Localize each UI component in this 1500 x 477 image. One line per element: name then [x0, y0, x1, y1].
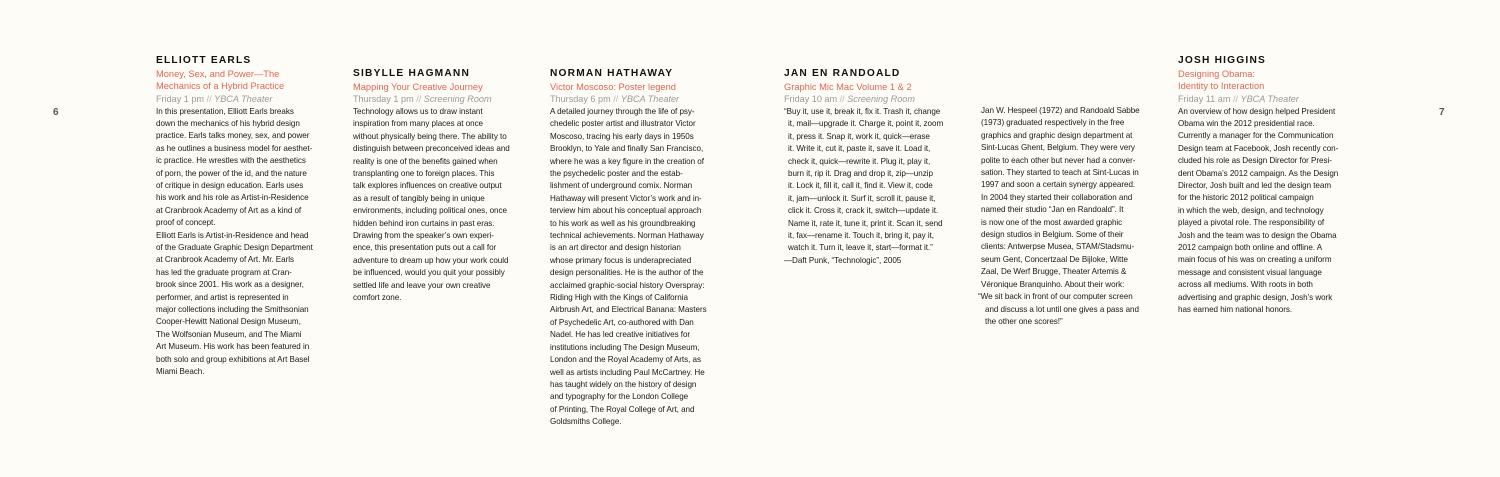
text-line: clients: Antwerpse Musea, STAM/Stadsmu-	[981, 242, 1135, 252]
session-description	[353, 106, 519, 305]
text-line: played a pivotal role. The responsibility of	[1178, 218, 1325, 228]
text-line: environments, including political ones, once	[353, 206, 507, 216]
text-line: The Wolfsonian Museum, and The Miami	[156, 329, 302, 339]
text-line: talk explores influences on creative output	[353, 181, 502, 191]
quote-line: it. Write it, cut it, paste it, save it. Load it,	[788, 144, 931, 154]
session-venue: Screening Room	[423, 94, 492, 105]
text-line: sation. They started to teach at Sint-Lucas in	[981, 168, 1139, 178]
text-line: Technology allows us to draw instant	[353, 106, 483, 116]
text-line: advertising and graphic design, Josh’s work	[1178, 292, 1333, 302]
speaker-name: SIBYLLE HAGMANN	[353, 68, 471, 79]
text-line: at Cranbrook Academy of Art as a kind of	[156, 205, 302, 215]
speaker-name: NORMAN HATHAWAY	[550, 68, 674, 79]
text-line: and typography for the London College	[550, 392, 689, 402]
session-time: Thursday 1 pm	[353, 94, 414, 105]
text-line: Véronique Branquinho. About their work:	[981, 279, 1125, 289]
text-line: London and the Royal Academy of Arts, as	[550, 355, 701, 365]
text-line: In 2004 they started their collaboration and	[981, 192, 1133, 202]
schedule-separator: //	[206, 93, 212, 104]
text-line: Hathaway will present Victor’s work and in-	[550, 193, 702, 203]
text-line: Josh and the team was to design the Obama	[1178, 230, 1337, 240]
session-norman-hathaway	[550, 68, 716, 429]
text-line: Riding High with the Kings of California	[550, 293, 688, 303]
text-line: cluded his role as Design Director for Presi-	[1178, 156, 1332, 166]
quote-line: “We sit back in front of our computer screen	[978, 292, 1133, 302]
text-line: Miami Beach.	[156, 367, 205, 377]
session-description	[784, 106, 950, 267]
text-line: has earned him national honors.	[1178, 305, 1293, 315]
talk-title	[784, 81, 950, 94]
quote-line: burn it, rip it. Drag and drop it, zip—unzip	[788, 169, 933, 179]
text-line: ic practice. He wrestles with the aesthetics	[156, 156, 306, 166]
text-line: Zaal, De Werf Brugge, Theater Artemis &	[981, 267, 1127, 277]
text-line: has taught widely on the history of design	[550, 379, 697, 389]
text-line: 1997 and soon a certain synergy appeared.	[981, 180, 1136, 190]
text-line: 2012 campaign both online and offline. A	[1178, 243, 1323, 253]
session-description	[156, 106, 322, 379]
text-line: design personalities. He is the author of the	[550, 268, 704, 278]
text-line: is now one of the most awarded graphic	[981, 217, 1123, 227]
text-line: his work and his role as Artist-in-Residence	[156, 193, 309, 203]
session-time: Friday 11 am	[1178, 93, 1231, 104]
text-line: graphics and graphic design department at	[981, 130, 1133, 140]
text-line: as he outlines a business model for aesthet-	[156, 143, 313, 153]
text-line: ence, this presentation puts out a call for	[353, 243, 497, 253]
session-jan-en-randoald	[784, 68, 950, 267]
quote-line: and discuss a lot until one gives a pass and	[985, 304, 1139, 314]
talk-title-line: Victor Moscoso: Poster legend	[550, 81, 676, 92]
text-line: A detailed journey through the life of psy-	[550, 106, 695, 116]
talk-title	[1178, 68, 1344, 93]
quote-line: “Buy it, use it, break it, fix it. Trash it, change	[784, 106, 941, 116]
text-line: adventure to dream up how your work could	[353, 255, 509, 265]
quote-line: it. Lock it, fill it, call it, find it. View it, code	[788, 181, 933, 191]
session-schedule	[353, 93, 519, 106]
text-line: Drawing from the speaker’s own experi-	[353, 231, 494, 241]
session-elliott-earls	[156, 55, 322, 379]
text-line: distinguish between preconceived ideas and	[353, 144, 510, 154]
text-line: (1973) graduated respectively in the free	[981, 118, 1125, 128]
session-description	[550, 106, 716, 429]
talk-title	[550, 81, 716, 94]
session-schedule	[156, 93, 322, 106]
text-line: Design team at Facebook, Josh recently con-	[1178, 143, 1339, 153]
text-line: of Printing, The Royal College of Art, and	[550, 404, 695, 414]
session-venue: Screening Room	[847, 94, 915, 105]
session-sibylle-hagmann	[353, 68, 519, 304]
schedule-separator: //	[839, 94, 845, 105]
talk-title-line: Mapping Your Creative Journey	[353, 81, 483, 92]
session-bio	[978, 105, 1147, 328]
text-line: polite to each other but never had a conver-	[981, 155, 1136, 165]
text-line: comfort zone.	[353, 293, 402, 303]
talk-title-line: Identity to Interaction	[1178, 81, 1265, 92]
text-line: named their studio “Jan en Randoald”. It	[981, 205, 1124, 215]
text-line: across all mediums. With roots in both	[1178, 280, 1313, 290]
text-line: without physically being there. The ability to	[353, 131, 507, 141]
quote-line: check it, quick—rewrite it. Plug it, play it,	[788, 156, 931, 166]
quote-line: the other one scores!”	[985, 316, 1063, 326]
text-line: Jan W. Hespeel (1972) and Randoald Sabbe	[981, 106, 1140, 115]
text-line: Cooper-Hewitt National Design Museum,	[156, 317, 301, 327]
quote-line: it, mail—upgrade it. Charge it, point it, zoom	[788, 119, 944, 129]
speaker-name: JOSH HIGGINS	[1178, 55, 1266, 66]
text-line: chedelic poster artist and illustrator Victor	[550, 119, 696, 129]
talk-title-line: Money, Sex, and Power—The	[156, 68, 280, 79]
text-line: Nadel. He has led creative initiatives for	[550, 330, 691, 340]
speaker-name: JAN EN RANDOALD	[784, 68, 901, 79]
quote-line: watch it. Turn it, leave it, start—format it.”	[788, 243, 933, 253]
text-line: well as artists including Paul McCartney. He	[550, 367, 705, 377]
text-line: performer, and artist is represented in	[156, 292, 289, 302]
text-line: be influenced, would you quit your possibly	[353, 268, 505, 278]
quote-line: Name it, rate it, tune it, print it. Scan it, send	[788, 218, 943, 228]
talk-title	[353, 81, 519, 94]
schedule-separator: //	[613, 94, 619, 105]
session-schedule	[1178, 93, 1344, 106]
text-line: Moscoso, tracing his early days in 1950s	[550, 131, 694, 141]
session-jan-en-randoald-continued	[978, 105, 1147, 328]
text-line: main focus of his was on creating a uniform	[1178, 255, 1332, 265]
text-line: Art Museum. His work has been featured in	[156, 342, 310, 352]
text-line: where he was a key figure in the creation of	[550, 156, 704, 166]
text-line: terview him about his conceptual approach	[550, 206, 702, 216]
quote-line: it, fax—rename it. Touch it, bring it, pay it,	[788, 231, 934, 241]
text-line: Brooklyn, to Yale and finally San Francisco,	[550, 144, 704, 154]
text-line: of porn, the power of the id, and the nature	[156, 168, 307, 178]
text-line: Director, Josh built and led the design team	[1178, 181, 1332, 191]
text-line: transplanting one to foreign places. This	[353, 169, 495, 179]
session-josh-higgins	[1178, 55, 1344, 316]
text-line: of critique in design education. Earls uses	[156, 181, 304, 191]
text-line: in which the web, design, and technology	[1178, 205, 1324, 215]
text-line: of the Graduate Graphic Design Department	[156, 243, 313, 253]
text-line: brook since 2001. His work as a designer,	[156, 280, 304, 290]
text-line: seum Gent, Concertzaal De Bijloke, Witte	[981, 254, 1128, 264]
text-line: In this presentation, Elliott Earls breaks	[156, 106, 294, 116]
text-line: Goldsmiths College.	[550, 417, 622, 427]
talk-title-line: Designing Obama:	[1178, 68, 1255, 79]
speaker-name: ELLIOTT EARLS	[156, 55, 252, 66]
schedule-separator: //	[1232, 93, 1238, 104]
text-line: of Psychedelic Art, co-authored with Dan	[550, 317, 694, 327]
text-line: Sint-Lucas Ghent, Belgium. They were very	[981, 143, 1135, 153]
schedule-separator: //	[416, 94, 422, 105]
text-line: reality is one of the benefits gained when	[353, 156, 498, 166]
session-time: Friday 10 am	[784, 94, 838, 105]
text-line: An overview of how design helped President	[1178, 106, 1336, 116]
text-line: the psychedelic poster and the estab-	[550, 169, 683, 179]
session-venue: YBCA Theater	[1240, 93, 1299, 104]
text-line: proof of concept.	[156, 218, 216, 228]
session-schedule	[784, 93, 950, 106]
session-time: Friday 1 pm	[156, 93, 205, 104]
text-line: whose primary focus is underapreciated	[550, 255, 692, 265]
session-venue: YBCA Theater	[620, 94, 680, 105]
quote-attribution: —Daft Punk, “Technologic”, 2005	[784, 255, 902, 265]
text-line: as a result of tangibly being in unique	[353, 193, 485, 203]
text-line: both solo and group exhibitions at Art Basel	[156, 354, 310, 364]
session-time: Thursday 6 pm	[550, 94, 611, 105]
text-line: has led the graduate program at Cran-	[156, 267, 292, 277]
page-number-right: 7	[1439, 107, 1445, 118]
text-line: down the mechanics of his hybrid design	[156, 118, 300, 128]
text-line: for the historic 2012 political campaign	[1178, 193, 1314, 203]
text-line: hidden behind iron curtains in past eras.	[353, 218, 495, 228]
text-line: is an art director and design historian	[550, 243, 681, 253]
text-line: to his work as well as his groundbreaking	[550, 218, 696, 228]
text-line: Currently a manager for the Communication	[1178, 131, 1334, 141]
text-line: Obama win the 2012 presidential race.	[1178, 118, 1315, 128]
text-line: at Cranbrook Academy of Art. Mr. Earls	[156, 255, 294, 265]
text-line: practice. Earls talks money, sex, and power	[156, 131, 310, 141]
text-line: technical achievements. Norman Hathaway	[550, 231, 704, 241]
text-line: settled life and leave your own creative	[353, 280, 491, 290]
text-line: dent Obama’s 2012 campaign. As the Design	[1178, 168, 1339, 178]
text-line: acclaimed graphic-social history Overspray:	[550, 280, 705, 290]
talk-title-line: Mechanics of a Hybrid Practice	[156, 81, 285, 92]
quote-line: it, press it. Snap it, work it, quick—erase	[788, 131, 930, 141]
session-venue: YBCA Theater	[214, 93, 273, 104]
text-line: design studios in Belgium. Some of their	[981, 230, 1124, 240]
text-line: Elliott Earls is Artist-in-Residence and head	[156, 230, 309, 240]
quote-line: it, jam—unlock it. Surf it, scroll it, pause it,	[788, 193, 936, 203]
text-line: major collections including the Smithsonian	[156, 305, 309, 315]
talk-title	[156, 68, 322, 93]
session-description	[1178, 106, 1344, 317]
text-line: lishment of underground comix. Norman	[550, 181, 693, 191]
page-number-left: 6	[53, 107, 59, 118]
text-line: institutions including The Design Museum,	[550, 342, 700, 352]
session-schedule	[550, 93, 716, 106]
talk-title-line: Graphic Mic Mac Volume 1 & 2	[784, 81, 912, 92]
text-line: message and consistent visual language	[1178, 267, 1322, 277]
text-line: Airbrush Art, and Electrical Banana: Masters	[550, 305, 707, 315]
text-line: inspiration from many places at once	[353, 119, 484, 129]
quote-line: click it. Cross it, crack it, switch—update it.	[788, 206, 939, 216]
